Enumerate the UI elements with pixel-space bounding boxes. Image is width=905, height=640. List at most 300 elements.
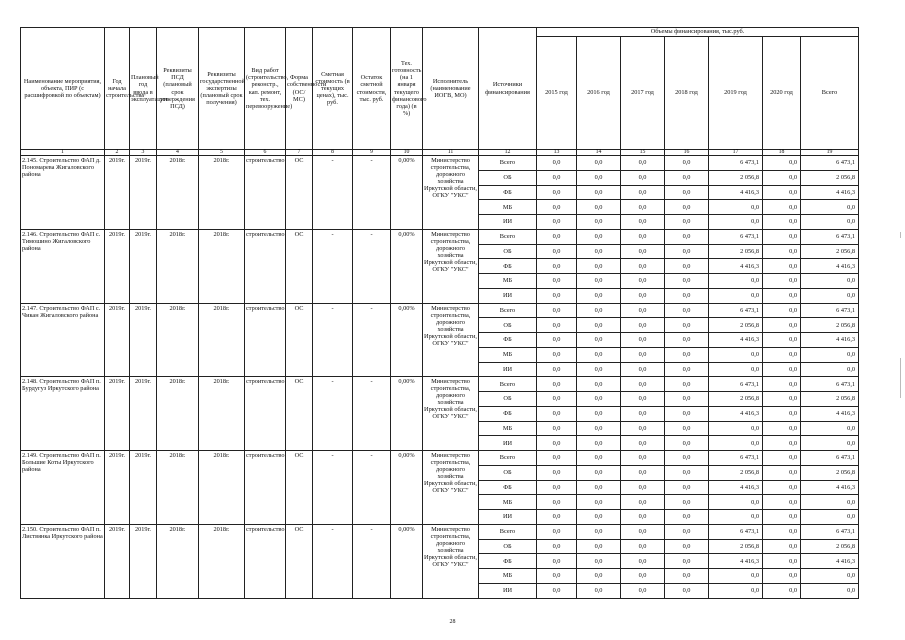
executor-cell: Министерство строительства, дорожного хозяйства Иркутской области, ОГКУ "УКС" (423, 524, 479, 598)
funding-source-cell: МБ (479, 347, 537, 362)
funding-source-cell: Всего (479, 303, 537, 318)
header-cell-sources: Источники финансирования (479, 28, 537, 150)
table-body (21, 156, 859, 599)
amount-cell: 0,0 (763, 583, 801, 598)
object-name-cell: 2.146. Строительство ФАП с. Тимошино Жигаловского района (21, 229, 105, 303)
amount-cell: 0,0 (537, 362, 577, 377)
table-header (21, 28, 859, 156)
amount-cell: 0,0 (621, 583, 665, 598)
amount-cell: 0,0 (801, 569, 859, 584)
amount-cell: 2 056,8 (801, 465, 859, 480)
amount-cell: 0,0 (577, 495, 621, 510)
header-cell-column-number: 11 (423, 150, 479, 156)
amount-cell: 0,0 (763, 156, 801, 171)
ownership-cell: ОС (286, 156, 313, 230)
amount-cell: 0,0 (763, 244, 801, 259)
amount-cell: 0,0 (709, 362, 763, 377)
header-cell-name: Наименование мероприятия, объекта, ПИР (с расшифровкой по объектам) (21, 28, 105, 150)
amount-cell: 0,0 (577, 347, 621, 362)
amount-cell: 0,0 (577, 318, 621, 333)
header-cell-ownership: Форма собственности (ОС/МС) (286, 28, 313, 150)
funding-source-cell: ФБ (479, 333, 537, 348)
amount-cell: 0,0 (709, 215, 763, 230)
amount-cell: 4 416,3 (709, 406, 763, 421)
amount-cell: 0,0 (621, 274, 665, 289)
amount-cell: 0,0 (537, 185, 577, 200)
amount-cell: 0,0 (577, 244, 621, 259)
amount-cell: 0,0 (665, 274, 709, 289)
amount-cell: 0,0 (709, 421, 763, 436)
header-cell-column-number: 3 (130, 150, 157, 156)
amount-cell: 0,0 (621, 451, 665, 466)
amount-cell: 0,0 (665, 495, 709, 510)
amount-cell: 4 416,3 (709, 259, 763, 274)
expertise-cell: 2018г. (199, 229, 245, 303)
amount-cell: 0,0 (621, 215, 665, 230)
header-cell-column-number: 16 (665, 150, 709, 156)
amount-cell: 0,0 (621, 347, 665, 362)
funding-source-cell: Всего (479, 156, 537, 171)
amount-cell: 0,0 (577, 377, 621, 392)
amount-cell: 0,0 (763, 259, 801, 274)
amount-cell: 6 473,1 (709, 156, 763, 171)
amount-cell: 0,0 (665, 244, 709, 259)
amount-cell: 0,0 (537, 288, 577, 303)
amount-cell: 0,0 (801, 200, 859, 215)
amount-cell: 6 473,1 (801, 229, 859, 244)
amount-cell: 0,0 (763, 392, 801, 407)
amount-cell: 0,0 (709, 200, 763, 215)
readiness-cell: 0,00% (391, 451, 423, 525)
amount-cell: 2 056,8 (709, 244, 763, 259)
readiness-cell: 0,00% (391, 229, 423, 303)
amount-cell: 0,0 (577, 200, 621, 215)
executor-cell: Министерство строительства, дорожного хозяйства Иркутской области, ОГКУ "УКС" (423, 377, 479, 451)
amount-cell: 0,0 (537, 200, 577, 215)
commission-year-cell: 2019г. (130, 303, 157, 377)
amount-cell: 0,0 (537, 539, 577, 554)
executor-cell: Министерство строительства, дорожного хозяйства Иркутской области, ОГКУ "УКС" (423, 451, 479, 525)
amount-cell: 0,0 (763, 185, 801, 200)
amount-cell: 0,0 (577, 288, 621, 303)
start-year-cell: 2019г. (105, 303, 130, 377)
amount-cell: 2 056,8 (709, 465, 763, 480)
funding-source-cell: Всего (479, 451, 537, 466)
amount-cell: 0,0 (709, 510, 763, 525)
amount-cell: 0,0 (621, 185, 665, 200)
ownership-cell: ОС (286, 303, 313, 377)
header-cell-psd: Реквизиты ПСД (плановый срок утверждения ПСД) (157, 28, 199, 150)
amount-cell: 0,0 (621, 318, 665, 333)
amount-cell: 0,0 (537, 554, 577, 569)
readiness-cell: 0,00% (391, 303, 423, 377)
amount-cell: 0,0 (665, 318, 709, 333)
amount-cell: 0,0 (537, 274, 577, 289)
remaining-cost-cell: - (353, 229, 391, 303)
amount-cell: 0,0 (537, 465, 577, 480)
financing-table (20, 27, 859, 599)
amount-cell: 0,0 (763, 510, 801, 525)
amount-cell: 0,0 (665, 362, 709, 377)
object-name-cell: 2.145. Строительство ФАП д. Пономарева Жигаловского района (21, 156, 105, 230)
scan-edge-mark (900, 232, 901, 238)
amount-cell: 0,0 (763, 274, 801, 289)
amount-cell: 0,0 (537, 156, 577, 171)
start-year-cell: 2019г. (105, 229, 130, 303)
executor-cell: Министерство строительства, дорожного хозяйства Иркутской области, ОГКУ "УКС" (423, 229, 479, 303)
commission-year-cell: 2019г. (130, 377, 157, 451)
amount-cell: 0,0 (577, 362, 621, 377)
amount-cell: 0,0 (621, 495, 665, 510)
amount-cell: 2 056,8 (709, 170, 763, 185)
amount-cell: 0,0 (763, 200, 801, 215)
executor-cell: Министерство строительства, дорожного хозяйства Иркутской области, ОГКУ "УКС" (423, 303, 479, 377)
readiness-cell: 0,00% (391, 377, 423, 451)
header-cell-year: 2017 год (621, 37, 665, 150)
amount-cell: 0,0 (665, 170, 709, 185)
object-name-cell: 2.147. Строительство ФАП с. Чикан Жигаловского района (21, 303, 105, 377)
amount-cell: 4 416,3 (709, 185, 763, 200)
header-cell-executor: Исполнитель (наименование ИОГВ, МО) (423, 28, 479, 150)
amount-cell: 0,0 (665, 377, 709, 392)
psd-cell: 2018г. (157, 156, 199, 230)
amount-cell: 0,0 (665, 524, 709, 539)
header-cell-column-number: 18 (763, 150, 801, 156)
amount-cell: 0,0 (665, 465, 709, 480)
amount-cell: 0,0 (621, 554, 665, 569)
amount-cell: 0,0 (537, 495, 577, 510)
amount-cell: 6 473,1 (801, 303, 859, 318)
amount-cell: 0,0 (665, 215, 709, 230)
amount-cell: 0,0 (621, 333, 665, 348)
amount-cell: 0,0 (537, 392, 577, 407)
amount-cell: 0,0 (763, 215, 801, 230)
header-cell-year: 2016 год (577, 37, 621, 150)
amount-cell: 0,0 (621, 229, 665, 244)
amount-cell: 0,0 (763, 480, 801, 495)
work-type-cell: строительство (245, 377, 286, 451)
funding-source-cell: Всего (479, 377, 537, 392)
funding-source-cell: ФБ (479, 406, 537, 421)
readiness-cell: 0,00% (391, 156, 423, 230)
amount-cell: 0,0 (763, 436, 801, 451)
table-row (21, 451, 859, 466)
amount-cell: 0,0 (763, 554, 801, 569)
amount-cell: 0,0 (621, 156, 665, 171)
header-cell-remaining-cost: Остаток сметной стоимости, тыс. руб. (353, 28, 391, 150)
amount-cell: 0,0 (709, 347, 763, 362)
amount-cell: 0,0 (665, 480, 709, 495)
expertise-cell: 2018г. (199, 377, 245, 451)
amount-cell: 6 473,1 (801, 377, 859, 392)
amount-cell: 4 416,3 (709, 480, 763, 495)
amount-cell: 0,0 (537, 569, 577, 584)
amount-cell: 0,0 (665, 583, 709, 598)
table-row (21, 377, 859, 392)
amount-cell: 6 473,1 (709, 451, 763, 466)
amount-cell: 0,0 (801, 362, 859, 377)
amount-cell: 6 473,1 (709, 377, 763, 392)
amount-cell: 0,0 (801, 583, 859, 598)
commission-year-cell: 2019г. (130, 156, 157, 230)
amount-cell: 0,0 (763, 524, 801, 539)
amount-cell: 0,0 (763, 288, 801, 303)
amount-cell: 0,0 (537, 524, 577, 539)
funding-source-cell: ФБ (479, 185, 537, 200)
amount-cell: 0,0 (763, 377, 801, 392)
object-name-cell: 2.148. Строительство ФАП п. Бурдугуз Иркутского района (21, 377, 105, 451)
amount-cell: 0,0 (577, 406, 621, 421)
amount-cell: 0,0 (621, 362, 665, 377)
amount-cell: 2 056,8 (801, 318, 859, 333)
header-cell-column-number: 1 (21, 150, 105, 156)
amount-cell: 0,0 (763, 362, 801, 377)
amount-cell: 6 473,1 (801, 524, 859, 539)
header-cell-estimated-cost: Сметная стоимость (в текущих ценах), тыс. руб. (313, 28, 353, 150)
header-cell-readiness: Тех. готовность (на 1 января текущего финансового года) (в %) (391, 28, 423, 150)
amount-cell: 0,0 (801, 421, 859, 436)
header-cell-financing-volumes: Объемы финансирования, тыс.руб. (537, 28, 859, 37)
funding-source-cell: ФБ (479, 554, 537, 569)
amount-cell: 0,0 (665, 259, 709, 274)
header-cell-column-number: 6 (245, 150, 286, 156)
amount-cell: 0,0 (621, 392, 665, 407)
amount-cell: 0,0 (537, 421, 577, 436)
amount-cell: 0,0 (537, 318, 577, 333)
amount-cell: 0,0 (665, 569, 709, 584)
expertise-cell: 2018г. (199, 451, 245, 525)
amount-cell: 0,0 (621, 170, 665, 185)
amount-cell: 0,0 (621, 436, 665, 451)
amount-cell: 0,0 (537, 451, 577, 466)
amount-cell: 0,0 (709, 495, 763, 510)
header-cell-work-type: Вид работ (строительство, реконстр., кап. ремонт, тех. перевооружение) (245, 28, 286, 150)
amount-cell: 0,0 (665, 451, 709, 466)
amount-cell: 4 416,3 (801, 480, 859, 495)
amount-cell: 0,0 (665, 200, 709, 215)
funding-source-cell: ОБ (479, 170, 537, 185)
header-cell-column-number: 13 (537, 150, 577, 156)
amount-cell: 0,0 (577, 524, 621, 539)
work-type-cell: строительство (245, 524, 286, 598)
object-name-cell: 2.150. Строительство ФАП п. Листвянка Иркутского района (21, 524, 105, 598)
amount-cell: 2 056,8 (801, 392, 859, 407)
funding-source-cell: ОБ (479, 539, 537, 554)
amount-cell: 0,0 (537, 583, 577, 598)
funding-source-cell: ФБ (479, 480, 537, 495)
header-cell-start-year: Год начала строительства (105, 28, 130, 150)
amount-cell: 0,0 (537, 406, 577, 421)
amount-cell: 0,0 (763, 303, 801, 318)
amount-cell: 0,0 (621, 539, 665, 554)
amount-cell: 0,0 (621, 510, 665, 525)
amount-cell: 0,0 (665, 554, 709, 569)
start-year-cell: 2019г. (105, 377, 130, 451)
commission-year-cell: 2019г. (130, 229, 157, 303)
amount-cell: 0,0 (709, 569, 763, 584)
ownership-cell: ОС (286, 377, 313, 451)
amount-cell: 0,0 (577, 421, 621, 436)
header-cell-column-number: 8 (313, 150, 353, 156)
amount-cell: 2 056,8 (801, 244, 859, 259)
remaining-cost-cell: - (353, 524, 391, 598)
amount-cell: 0,0 (763, 333, 801, 348)
funding-source-cell: Всего (479, 524, 537, 539)
header-cell-column-number: 14 (577, 150, 621, 156)
amount-cell: 0,0 (577, 170, 621, 185)
amount-cell: 0,0 (577, 465, 621, 480)
amount-cell: 0,0 (577, 156, 621, 171)
funding-source-cell: ОБ (479, 244, 537, 259)
amount-cell: 0,0 (577, 510, 621, 525)
amount-cell: 0,0 (665, 539, 709, 554)
amount-cell: 0,0 (537, 170, 577, 185)
amount-cell: 0,0 (709, 274, 763, 289)
amount-cell: 0,0 (621, 480, 665, 495)
amount-cell: 0,0 (763, 170, 801, 185)
amount-cell: 0,0 (577, 229, 621, 244)
amount-cell: 6 473,1 (709, 229, 763, 244)
funding-source-cell: МБ (479, 569, 537, 584)
header-cell-column-number: 15 (621, 150, 665, 156)
amount-cell: 0,0 (577, 303, 621, 318)
amount-cell: 0,0 (537, 303, 577, 318)
amount-cell: 0,0 (577, 333, 621, 348)
header-cell-column-number: 12 (479, 150, 537, 156)
funding-source-cell: МБ (479, 200, 537, 215)
header-cell-column-number: 9 (353, 150, 391, 156)
amount-cell: 0,0 (665, 510, 709, 525)
funding-source-cell: МБ (479, 421, 537, 436)
amount-cell: 2 056,8 (709, 318, 763, 333)
amount-cell: 0,0 (577, 539, 621, 554)
header-cell-column-number: 19 (801, 150, 859, 156)
amount-cell: 2 056,8 (709, 392, 763, 407)
amount-cell: 0,0 (665, 156, 709, 171)
amount-cell: 0,0 (709, 583, 763, 598)
amount-cell: 0,0 (537, 510, 577, 525)
funding-source-cell: МБ (479, 274, 537, 289)
funding-source-cell: МБ (479, 495, 537, 510)
ownership-cell: ОС (286, 524, 313, 598)
amount-cell: 0,0 (763, 465, 801, 480)
amount-cell: 0,0 (621, 288, 665, 303)
amount-cell: 6 473,1 (709, 303, 763, 318)
amount-cell: 0,0 (577, 583, 621, 598)
object-name-cell: 2.149. Строительство ФАП п. Большие Коты Иркутского района (21, 451, 105, 525)
work-type-cell: строительство (245, 451, 286, 525)
funding-source-cell: Всего (479, 229, 537, 244)
amount-cell: 4 416,3 (801, 259, 859, 274)
amount-cell: 0,0 (621, 303, 665, 318)
amount-cell: 0,0 (763, 406, 801, 421)
psd-cell: 2018г. (157, 303, 199, 377)
amount-cell: 0,0 (577, 480, 621, 495)
readiness-cell: 0,00% (391, 524, 423, 598)
work-type-cell: строительство (245, 156, 286, 230)
amount-cell: 0,0 (621, 259, 665, 274)
amount-cell: 0,0 (665, 347, 709, 362)
amount-cell: 6 473,1 (801, 156, 859, 171)
amount-cell: 0,0 (621, 377, 665, 392)
ownership-cell: ОС (286, 229, 313, 303)
amount-cell: 0,0 (577, 554, 621, 569)
header-cell-column-number: 10 (391, 150, 423, 156)
amount-cell: 0,0 (763, 495, 801, 510)
amount-cell: 0,0 (709, 436, 763, 451)
funding-source-cell: ОБ (479, 318, 537, 333)
amount-cell: 0,0 (665, 333, 709, 348)
remaining-cost-cell: - (353, 303, 391, 377)
amount-cell: 0,0 (621, 421, 665, 436)
estimated-cost-cell: - (313, 303, 353, 377)
amount-cell: 4 416,3 (801, 333, 859, 348)
amount-cell: 0,0 (763, 421, 801, 436)
amount-cell: 0,0 (577, 436, 621, 451)
table-row (21, 524, 859, 539)
amount-cell: 0,0 (665, 185, 709, 200)
amount-cell: 0,0 (577, 274, 621, 289)
page-number: 28 (449, 619, 456, 625)
amount-cell: 0,0 (801, 347, 859, 362)
header-cell-year: 2015 год (537, 37, 577, 150)
psd-cell: 2018г. (157, 451, 199, 525)
funding-source-cell: ИИ (479, 583, 537, 598)
amount-cell: 2 056,8 (801, 170, 859, 185)
funding-source-cell: ИИ (479, 436, 537, 451)
amount-cell: 4 416,3 (709, 554, 763, 569)
estimated-cost-cell: - (313, 377, 353, 451)
remaining-cost-cell: - (353, 451, 391, 525)
amount-cell: 0,0 (537, 377, 577, 392)
amount-cell: 0,0 (537, 244, 577, 259)
amount-cell: 0,0 (801, 274, 859, 289)
estimated-cost-cell: - (313, 451, 353, 525)
amount-cell: 0,0 (537, 436, 577, 451)
amount-cell: 0,0 (763, 539, 801, 554)
funding-source-cell: ОБ (479, 392, 537, 407)
scan-edge-mark (900, 358, 901, 398)
amount-cell: 0,0 (577, 451, 621, 466)
amount-cell: 4 416,3 (801, 185, 859, 200)
header-cell-column-number: 4 (157, 150, 199, 156)
amount-cell: 0,0 (621, 524, 665, 539)
amount-cell: 0,0 (665, 406, 709, 421)
amount-cell: 0,0 (537, 347, 577, 362)
header-cell-commission-year: Плановый год ввода в эксплуатацию (130, 28, 157, 150)
amount-cell: 0,0 (621, 465, 665, 480)
amount-cell: 0,0 (577, 569, 621, 584)
amount-cell: 0,0 (665, 229, 709, 244)
amount-cell: 0,0 (665, 303, 709, 318)
amount-cell: 0,0 (763, 229, 801, 244)
header-cell-column-number: 2 (105, 150, 130, 156)
header-cell-year: Всего (801, 37, 859, 150)
amount-cell: 0,0 (665, 288, 709, 303)
estimated-cost-cell: - (313, 229, 353, 303)
header-cell-year: 2019 год (709, 37, 763, 150)
expertise-cell: 2018г. (199, 524, 245, 598)
amount-cell: 4 416,3 (801, 406, 859, 421)
amount-cell: 0,0 (577, 259, 621, 274)
expertise-cell: 2018г. (199, 156, 245, 230)
amount-cell: 2 056,8 (709, 539, 763, 554)
start-year-cell: 2019г. (105, 156, 130, 230)
work-type-cell: строительство (245, 303, 286, 377)
funding-source-cell: ИИ (479, 362, 537, 377)
funding-source-cell: ФБ (479, 259, 537, 274)
estimated-cost-cell: - (313, 156, 353, 230)
